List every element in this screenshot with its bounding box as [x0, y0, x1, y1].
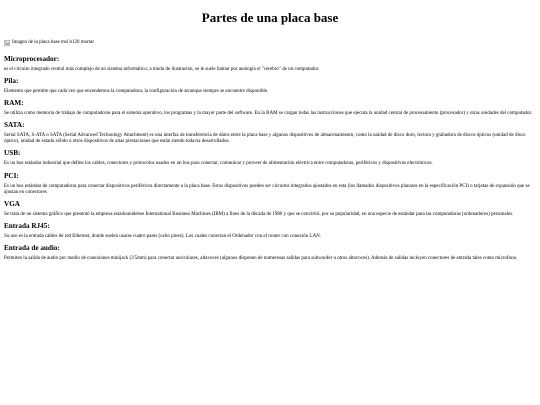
section-audio [4, 244, 536, 262]
section-text: Se utiliza como memoria de trabajo de computadoras para el sistema operativo, los programas y la mayor parte del software. En la RAM se cargan todas las instrucciones que ejecuta la unidad central de procesamiento (procesador) y otras unidades del computador. [4, 111, 533, 117]
broken-image-icon [4, 40, 10, 46]
section-heading: SATA: [4, 121, 25, 130]
section-pila [4, 77, 536, 95]
section-pci [4, 172, 536, 196]
section-text: Se trata de un sistema gráfico que presentó la empresa estadounidense International Business Machines (IBM) a fines de la década de 1980 y que se convirtió, por su popularidad, en una especie de estándar para las computadoras (ordenadores) personales. [4, 211, 514, 217]
section-rj45 [4, 222, 536, 240]
section-text: es el circuito integrado central más complejo de un sistema informático; a modo de ilustración, se le suele llamar por analogía el "cerebro" de un computador. [4, 67, 320, 72]
section-heading: PCI: [4, 171, 19, 180]
section-text: Permiten la salida de audio por medio de conexiones minijack (3'5mm) para conectar auriculares, altavoces (algunos disponen de numerosas salidas para subwoofer u otros altavoces). Además de salidas incluyen conectores de entrada tales como microfono. [4, 255, 518, 261]
section-text: Elemento que permite que cada vez que encendemos la computadora, la configuración de arranque siempre se encuentre disponible. [4, 89, 269, 95]
section-heading: Entrada de audio: [4, 243, 60, 252]
section-text: Serial SATA, S-ATA o SATA (Serial Advanced Technology Attachment) es una interfaz de transferencia de datos entre la placa base y algunos dispositivos de almacenamiento, como la unidad de disco duro, lectora y grabadora de discos ópticos (unidad de disco óptico), unidad de estado sólido u otros dispositivos de altas prestaciones que están siendo todavía desarrollados. [4, 133, 526, 145]
section-heading: Microprocesador: [4, 55, 60, 63]
section-text: Su uso es la entrada cables de red Ethernet, donde suelen usarse cuatro pares (ocho pines). Los cuales conectan el Ordenador con el router con conexión LAN. [4, 233, 321, 239]
section-heading: RAM: [4, 99, 24, 108]
image-alt-text: Imagen de la placa base msi b120 mortar [12, 40, 95, 45]
page-title: Partes de una placa base [201, 10, 339, 25]
section-vga [4, 200, 536, 218]
section-sata [4, 121, 536, 145]
section-ram [4, 99, 536, 117]
section-microprocesador [4, 55, 536, 73]
broken-image [4, 40, 94, 47]
sections-container [4, 55, 536, 262]
section-text: Es un bus estándar industrial que define los cables, conectores y protocolos usados en un bus para conectar, comunicar y proveer de alimentación eléctrica entre computadoras, periféricos y dispositivos electrónicos. [4, 161, 433, 167]
section-heading: Pila: [4, 77, 19, 86]
section-text: Es un bus estándar de computadoras para conectar dispositivos periféricos directamente a la placa base. Estos dispositivos pueden ser circuitos integrados ajustados en esta (los llamados dispositivos planares en la especificación PCI) o tarjetas de expansión que se ajustan en conectores [4, 183, 530, 195]
section-heading: VGA [4, 199, 20, 208]
section-heading: Entrada RJ45: [4, 221, 50, 230]
section-heading: USB: [4, 149, 21, 158]
section-usb [4, 149, 536, 167]
